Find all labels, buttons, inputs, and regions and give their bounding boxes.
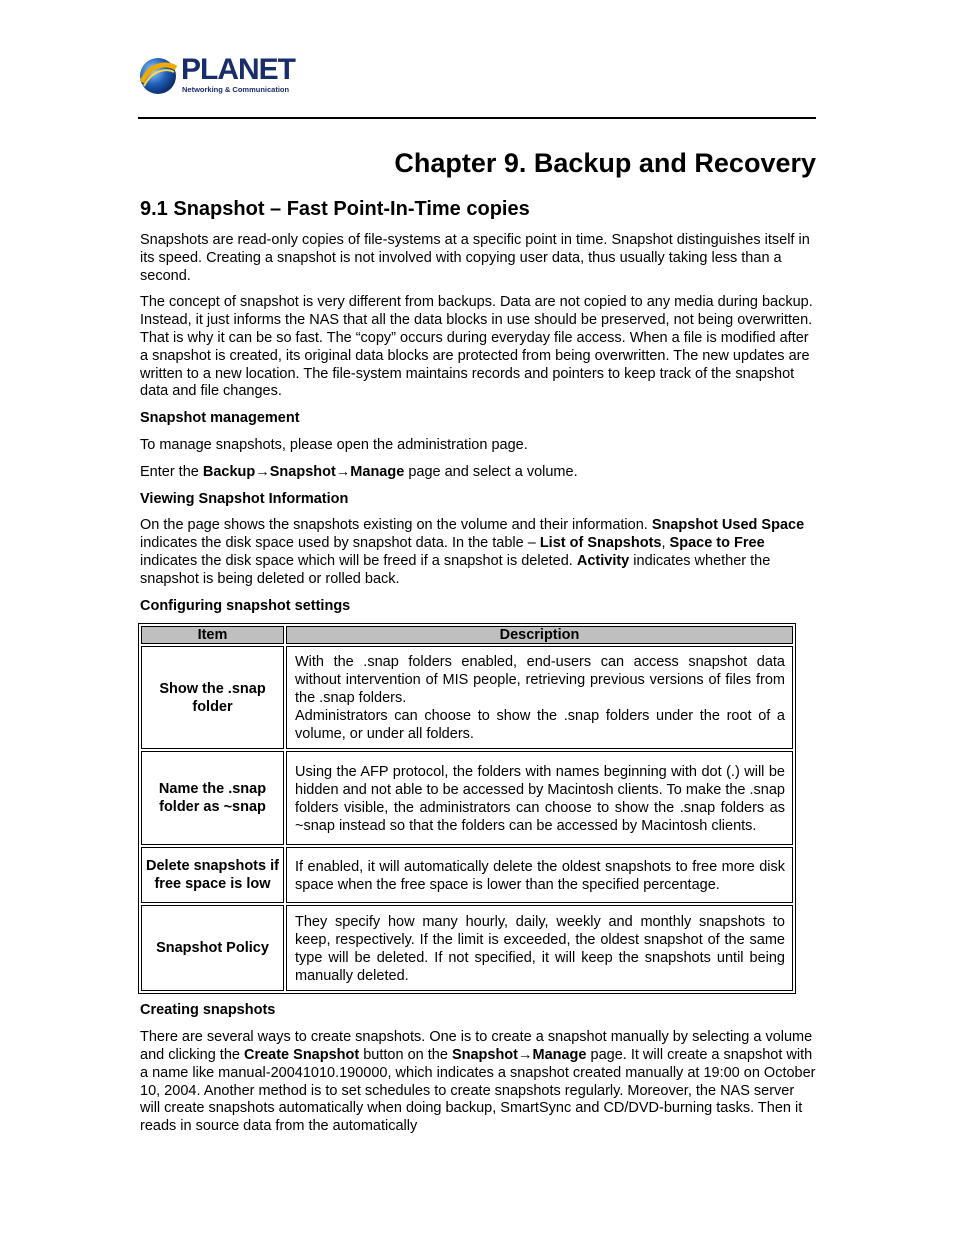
creating-snapshots-paragraph: There are several ways to create snapshots. One is to create a snapshot manually by selecting a volume and clicking the Create Snapshot button on the Snapshot→Manage page. It will create a snapshot with a name like manual-20041010.190000, which indicates a snapshot created manually at 19:00 on October 10, 2004. Another method is to set schedules to create snapshots regularly. Moreover, the NAS server will create snapshots automatically when doing backup, SmartSync and CD/DVD-burning tasks. Then it reads in source data from the automatically — [140, 1029, 816, 1135]
header-rule — [138, 117, 816, 119]
table-row — [141, 847, 793, 903]
snapshot-management-heading: Snapshot management — [140, 410, 300, 427]
description-cell: Using the AFP protocol, the folders with names beginning with dot (.) will be hidden and not able to be accessed by Macintosh clients. To make the .snap folders visible, the administrators can choose to show the .snap folders as ~snap instead so that the folders can be accessed by Macintosh clients. — [286, 751, 793, 845]
table-row — [141, 646, 793, 749]
table-row — [141, 905, 793, 991]
config-settings-heading: Configuring snapshot settings — [140, 597, 351, 614]
document-body — [140, 140, 816, 1145]
description-cell: They specify how many hourly, daily, weekly and monthly snapshots to keep, respectively. If the limit is exceeded, the oldest snapshot of the same type will be deleted. If not specified, it will keep the snapshots until being manually deleted. — [286, 905, 793, 991]
section-title: 9.1 Snapshot – Fast Point-In-Time copies — [140, 198, 530, 220]
item-cell: Snapshot Policy — [141, 905, 284, 991]
globe-icon — [138, 56, 178, 96]
logo-tagline: Networking & Communication — [182, 85, 290, 94]
chapter-title: Chapter 9. Backup and Recovery — [394, 148, 816, 178]
item-cell: Name the .snap folder as ~snap — [141, 751, 284, 845]
settings-table — [138, 623, 796, 994]
navigation-paragraph: Enter the Backup→Snapshot→Manage page and select a volume. — [140, 463, 578, 480]
menu-path: Backup→Snapshot→Manage — [202, 463, 405, 480]
description-cell: With the .snap folders enabled, end-users can access snapshot data without intervention of MIS people, retrieving previous versions of files from the .snap folders. Administrators can choose to show the .snap folders under the root of a volume, or under all folders. — [286, 646, 793, 749]
intro-paragraph: Snapshots are read-only copies of file-systems at a specific point in time. Snapshot distinguishes itself in its speed. Creating a snapshot is not involved with copying user data, thus usually taking less than a second. — [140, 232, 810, 284]
viewing-info-paragraph: On the page shows the snapshots existing on the volume and their information. Snapshot Used Space indicates the disk space used by snapshot data. In the table – List of Snapshots, Space to Free indicates the disk space which will be freed if a snapshot is deleted. Activity indicates whether the snapshot is being deleted or rolled back. — [140, 517, 805, 587]
logo-wordmark: PLANET — [181, 53, 295, 86]
item-cell: Show the .snap folder — [141, 646, 284, 749]
planet-logo — [138, 54, 298, 98]
column-header-description: Description — [286, 626, 793, 644]
viewing-info-heading: Viewing Snapshot Information — [140, 490, 349, 507]
table-header-row — [141, 626, 793, 644]
concept-paragraph: The concept of snapshot is very different from backups. Data are not copied to any media during backup. Instead, it just informs the NAS that all the data blocks in use should be preserved, not being overwritten. That is why it can be so fast. The “copy” occurs during everyday file access. When a file is modified after a snapshot is created, its original data blocks are protected from being overwritten. The new updates are written to a new location. The file-system maintains records and pointers to keep track of the snapshot data and file changes. — [140, 294, 813, 400]
table-row — [141, 751, 793, 845]
creating-snapshots-heading: Creating snapshots — [140, 1002, 276, 1019]
management-paragraph: To manage snapshots, please open the administration page. — [140, 436, 528, 453]
item-cell: Delete snapshots if free space is low — [141, 847, 284, 903]
column-header-item: Item — [141, 626, 284, 644]
description-cell: If enabled, it will automatically delete the oldest snapshots to free more disk space when the free space is lower than the specified percentage. — [286, 847, 793, 903]
